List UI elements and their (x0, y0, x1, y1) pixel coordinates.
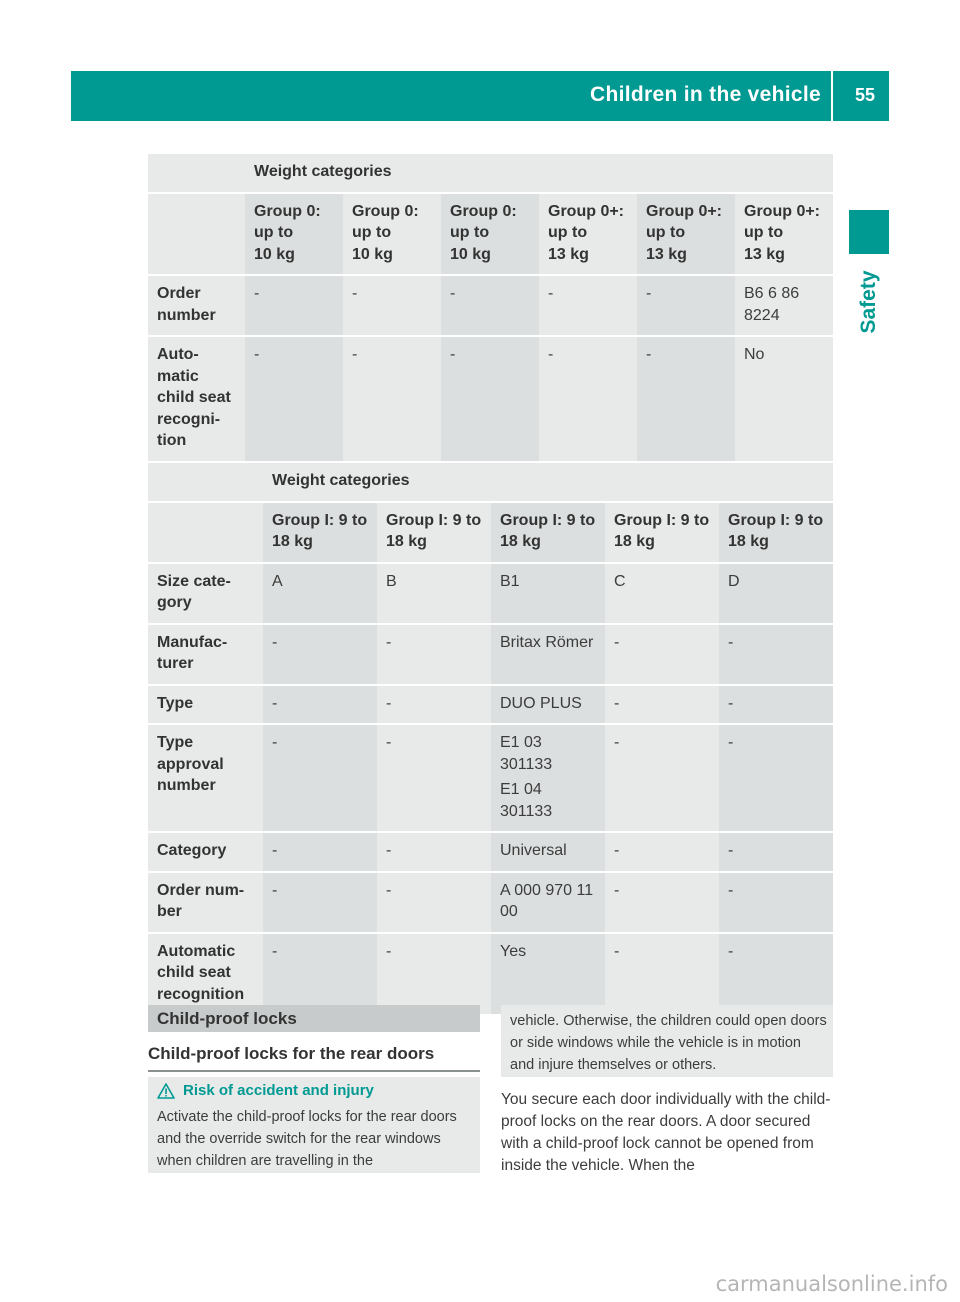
table-cell: - (637, 337, 735, 463)
table-corner (148, 463, 263, 503)
page-header (71, 71, 889, 121)
table-cell: B1 (491, 564, 605, 625)
watermark: carmanualsonline.info (715, 1272, 948, 1296)
approval-number: E1 04 301133 (500, 781, 553, 820)
section-title: Child-proof locks (157, 1009, 297, 1028)
table-cell: - (245, 276, 343, 337)
table-cell: - (605, 625, 719, 686)
header-divider (831, 71, 833, 121)
section-heading-bar (148, 1005, 480, 1032)
table-cell: - (441, 276, 539, 337)
table-cell: Universal (491, 833, 605, 873)
table-row (148, 934, 833, 1017)
column-header: Group I: 9 to 18 kg (377, 503, 491, 564)
table-cell: No (735, 337, 833, 463)
table-cell: - (605, 873, 719, 934)
row-label: Manufac- turer (148, 625, 263, 686)
table-cell: C (605, 564, 719, 625)
column-header: Group I: 9 to 18 kg (263, 503, 377, 564)
row-label: Type (148, 686, 263, 726)
table-cell: - (377, 934, 491, 1017)
column-header: Group I: 9 to 18 kg (719, 503, 833, 564)
table-cell: B (377, 564, 491, 625)
table-row (148, 725, 833, 833)
table-cell: A (263, 564, 377, 625)
table-row (148, 833, 833, 873)
table-cell: Yes (491, 934, 605, 1017)
table-cell: - (263, 833, 377, 873)
table-cell: - (605, 934, 719, 1017)
table-row (148, 564, 833, 625)
row-label: Order num- ber (148, 873, 263, 934)
column-header: Group 0+: up to 13 kg (735, 194, 833, 277)
table-cell: - (719, 873, 833, 934)
table-cell: - (263, 625, 377, 686)
row-label: Auto- matic child seat recogni- tion (148, 337, 245, 463)
table-cell: Britax Römer (491, 625, 605, 686)
warning-box (148, 1077, 480, 1173)
chapter-title: Children in the vehicle (590, 83, 821, 106)
table-cell: D (719, 564, 833, 625)
table-cell: - (263, 934, 377, 1017)
warning-text: Activate the child-proof locks for the rear doors and the override switch for the rear windows when children are travelling in the (157, 1109, 457, 1169)
table-cell: - (263, 873, 377, 934)
approval-number: E1 03 301133 (500, 734, 553, 773)
table-cell: DUO PLUS (491, 686, 605, 726)
column-header: Group I: 9 to 18 kg (605, 503, 719, 564)
table-row (148, 337, 833, 463)
table-cell: - (263, 686, 377, 726)
section-tab-marker (849, 210, 889, 254)
table-cell (491, 725, 605, 833)
table-cell: - (245, 337, 343, 463)
warning-box-continued (501, 1005, 833, 1077)
table-cell: - (377, 725, 491, 833)
span-header: Weight categories (245, 154, 833, 194)
table-cell: - (343, 276, 441, 337)
table-cell: - (719, 725, 833, 833)
table-cell: - (605, 725, 719, 833)
page-number: 55 (854, 85, 875, 105)
table-corner (148, 503, 263, 564)
table-cell: - (377, 625, 491, 686)
table-row (148, 625, 833, 686)
table-row (148, 686, 833, 726)
table-cell: - (377, 873, 491, 934)
table-cell: - (263, 725, 377, 833)
row-label: Type approval number (148, 725, 263, 833)
table-cell: - (719, 934, 833, 1017)
column-header: Group 0: up to 10 kg (343, 194, 441, 277)
table-corner (148, 154, 245, 194)
table-cell: - (539, 276, 637, 337)
table-cell: - (343, 337, 441, 463)
table-cell: - (377, 686, 491, 726)
table-cell: - (719, 686, 833, 726)
row-label: Size cate- gory (148, 564, 263, 625)
table-cell: - (605, 686, 719, 726)
column-header: Group 0: up to 10 kg (441, 194, 539, 277)
section-tab-text: Safety (857, 270, 880, 334)
table-cell: - (719, 833, 833, 873)
warning-title: Risk of accident and injury (183, 1082, 374, 1099)
warning-text-continued: vehicle. Otherwise, the children could open doors or side windows while the vehicle is in motion and injure themselves or others. (510, 1013, 827, 1073)
table-cell: - (377, 833, 491, 873)
column-header: Group 0+: up to 13 kg (637, 194, 735, 277)
row-label: Order number (148, 276, 245, 337)
body-paragraph: You secure each door individually with the child-proof locks on the rear doors. A door secured with a child-proof lock cannot be opened from inside the vehicle. When the (501, 1091, 831, 1174)
weight-categories-table-group-1 (148, 463, 833, 1016)
row-label: Category (148, 833, 263, 873)
column-header: Group I: 9 to 18 kg (491, 503, 605, 564)
table-cell: - (539, 337, 637, 463)
table-row (148, 276, 833, 337)
warning-title-row (157, 1082, 374, 1099)
table-cell: B6 6 86 8224 (735, 276, 833, 337)
warning-triangle-icon (157, 1083, 175, 1099)
column-header: Group 0: up to 10 kg (245, 194, 343, 277)
table-corner (148, 194, 245, 277)
table-cell: - (719, 625, 833, 686)
weight-categories-table-group-0 (148, 154, 833, 463)
table-cell: - (441, 337, 539, 463)
table-cell: - (637, 276, 735, 337)
section-tab-label (849, 266, 889, 338)
span-header: Weight categories (263, 463, 833, 503)
table-cell: - (605, 833, 719, 873)
subsection-title: Child-proof locks for the rear doors (148, 1044, 480, 1072)
row-label: Automatic child seat recognition (148, 934, 263, 1017)
table-cell: A 000 970 11 00 (491, 873, 605, 934)
column-header: Group 0+: up to 13 kg (539, 194, 637, 277)
table-row (148, 873, 833, 934)
